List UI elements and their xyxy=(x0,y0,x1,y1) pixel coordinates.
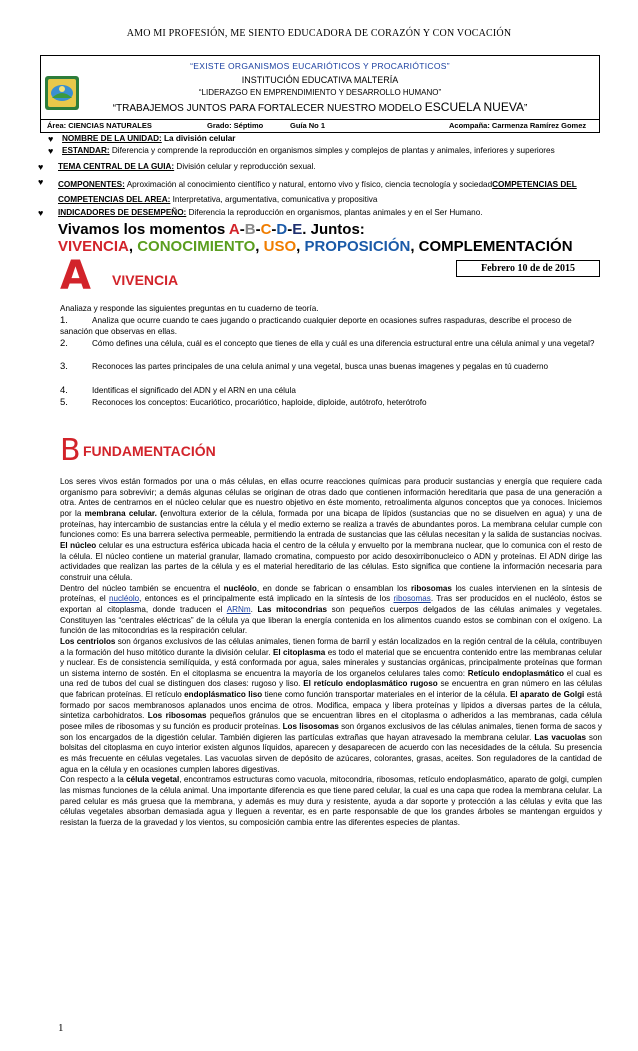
bullet-componentes: ♥ COMPONENTES: Aproximación al conocimiento científico y natural, entorno vivo y físico, ciencia tecnología y sociedadCOMPETENCIAS DEL COMPETENCIAS DEL AREA: Interpretativa, argumentativa, comunicativa y propositiva xyxy=(38,177,577,204)
heart-bullet-icon: ♥ xyxy=(38,177,44,187)
bullet-unidad: ♥ NOMBRE DE LA UNIDAD: La división celular xyxy=(48,134,236,144)
section-b-letter: B xyxy=(60,433,81,468)
school-name: INSTITUCIÓN EDUCATIVA MALTERÍA xyxy=(241,75,399,85)
page-number: 1 xyxy=(58,1022,64,1034)
bullet-indicadores: ♥ INDICADORES DE DESEMPEÑO: Diferencia la reproducción en organismos, plantas animales y en el Ser Humano. xyxy=(38,208,483,218)
question-5: 5. Reconoces los conceptos: Eucariótico, procariótico, haploide, diploide, autótrofo, heterótrofo xyxy=(60,397,427,408)
grado-label: Grado: Séptimo xyxy=(207,121,264,130)
school-header xyxy=(40,55,600,133)
bullet-estandar: ♥ ESTANDAR: Diferencia y comprende la reproducción en organismos simples y complejos de plantas y animales, inferiores y superiores xyxy=(48,146,555,156)
page-motto: AMO MI PROFESIÓN, ME SIENTO EDUCADORA DE CORAZÓN Y CON VOCACIÓN xyxy=(126,28,512,39)
school-slogan: “LIDERAZGO EN EMPRENDIMIENTO Y DESARROLLO HUMANO” xyxy=(198,88,442,97)
paragraph-1: Los seres vivos están formados por una o más células, en ellas ocurre reacciones químicas para producir sustancias y energía que requiere cada organismo para sobrevivir; a demás algunas células se originan de otras dado que contienen información hereditaria que pasa de una generación a otra. Antes de centrarnos en el núcleo celular que es nuestro objetivo en éste momento, retroalimenta algunos conceptos que ya conoces. Iniciemos por la membrana celular. (envoltura exterior de la célula, formada por una bicapa de lípidos (sustancias que no se disuelven en agua) y una de proteínas, hay intercambio de sustancias entre la célula y el medio externo se realiza a través de abundantes poros. La membrana celular cumple con funciones como: Es una barrera selectiva permeable, permitiendo la entrada de sustancias que las células necesitan y la salida de sustancias nocivas. El núcleo celular es una estructura esférica ubicada hacia el centro de la célula y envuelto por la membrana nuclear, que lo comunica con el resto de la célula. El núcleo contiene un material granular, llamado cromatina, compuesto por acido desoxirribonucleico o ADN y proteínas. El ADN dirige las actividades que realizan las partes de la célula y es el material hereditario de las células. Esto significa que contiene la información necesaria para construir una célula. xyxy=(60,477,602,582)
section-a-letter: A xyxy=(60,253,91,299)
link-arnm[interactable]: ARNm xyxy=(226,604,251,614)
section-b-title: FUNDAMENTACIÓN xyxy=(83,443,216,459)
question-3: 3. Reconoces las partes principales de una celula animal y una vegetal, busca unas buenas imagenes y pegalas en tú cuaderno xyxy=(60,361,549,372)
link-nucleolo[interactable]: nucléolo xyxy=(109,594,140,604)
paragraph-4: Con respecto a la célula vegetal, encontramos estructuras como vacuola, mitocondria, ribosomas, retículo endoplasmático, aparato de golgi, cumplen las mismas funciones de la célula animal. Una importante diferencia es que tiene pared celular, la cual es una capa que rodea la membrana celular. La pared celular es más gruesa que la membrana, y además es muy dura y resistente, ayuda a dar soporte y protección a las células y evita que las células vegetales absorban demasiada agua y lleguen a reventar, es en parte responsable de que los grandes árboles se mantengan erguidos y resistan la fuerza de la gravedad y los vientos, su composición cambia entre las diferentes especies de plantas. xyxy=(60,775,603,827)
date-box: Febrero 10 de de 2015 xyxy=(456,260,600,277)
question-4: 4. Identificas el significado del ADN y el ARN en una célula xyxy=(60,385,296,396)
header-title-row xyxy=(41,56,599,120)
momentos-line: Vivamos los momentos A-B-C-D-E. Juntos: xyxy=(58,221,365,238)
model-slogan: “TRABAJEMOS JUNTOS PARA FORTALECER NUESTRO MODELO ESCUELA NUEVA” xyxy=(112,100,528,114)
section-a-intro: Analiaza y responde las siguientes preguntas en tu cuaderno de teoría. xyxy=(60,304,319,313)
heart-bullet-icon: ♥ xyxy=(48,146,54,156)
heart-bullet-icon: ♥ xyxy=(48,134,54,144)
heart-bullet-icon: ♥ xyxy=(38,208,44,218)
paragraph-2: Dentro del núcleo también se encuentra el nucléolo, en donde se fabrican o ensamblan los ribosomas los cuales intervienen en la síntesis de proteínas, el nucléolo, entonces es el principalmente está implicado en la síntesis de los ribosomas. Tras ser producidos en el nucléolo, éstos se exportan al citoplasma, donde traducen el ARNm. Las mitocondrias son pequeños cuerpos delgados de las células animales y vegetales. Constituyen las “centrales eléctricas” de la célula ya que liberan la energía contenida en los alimentos cuando estos se combinan con el oxígeno. La función de las mitocondrias es la respiración celular. xyxy=(60,583,603,636)
question-2: 2. Cómo defines una célula, cuál es el concepto que tienes de ella y cuál es una diferencia estructural entre una célula animal y una vegetal? xyxy=(60,338,595,349)
bullet-tema: ♥ TEMA CENTRAL DE LA GUIA: División celular y reproducción sexual. xyxy=(38,162,316,172)
acompana-label: Acompaña: Carmenza Ramírez Gomez xyxy=(449,121,587,130)
guia-label: Guía No 1 xyxy=(290,121,326,130)
section-a-title: VIVENCIA xyxy=(112,272,179,288)
paragraph-3: Los centriolos son órganos exclusivos de las células animales, tienen forma de barril y están localizados en la región central de la célula, contribuyen a la formación del huso mitótico durante la división celular. El citoplasma es todo el material que se encuentra contenido entre las membranas celular y nuclear. Es de consistencia semilíquida, y está conformada por agua, sales minerales y sustancias orgánicas, principalmente proteínas que forman un sistema interno de sostén. En el citoplasma se encuentra la mayoría de los organelos celulares tales como: Retículo endoplasmático el cual es una red de tubos del cual se distinguen dos clases: rugoso y liso. El retículo endoplasmático rugoso se encuentra en gran número en las células que fabrican proteínas. El retículo endoplásmatico liso tiene como función transportar materiales en el interior de la célula. El aparato de Golgi está formado por sacos membranosos aplanados unos encima de otros. Modifica, empaca y libera proteínas y lípidos a diversas partes de la célula, sintetiza carbohidratos. Los ribosomas pequeños gránulos que se encuentran libres en el citoplasma o adheridos a las membranas, cada célula posee miles de ribosomas y su función es producir proteínas. Los lisosomas son órganos exclusivos de las células animales, tienen forma de sacos y son los encargados de la digestión celular. También digieren las partículas extrañas que hayan atravesado la membrana celular. Las vacuolas son bolsitas del citoplasma en cuyo interior existen algunos líquidos, aparecen y desaparecen de acuerdo con las necesidades de la célula. Su presencia es más frecuente en células vegetales. Las vacuolas sirven de depósito de azúcares, colorantes, grasas, aceites. Son reguladores de la cantidad de agua en la célula y en ocasiones cumplen labores digestivas. xyxy=(60,636,603,774)
heart-bullet-icon: ♥ xyxy=(38,162,44,172)
momentos-words: VIVENCIA, CONOCIMIENTO, USO, PROPOSICIÓN, COMPLEMENTACIÓN xyxy=(58,238,573,255)
area-label: Área: CIENCIAS NATURALES xyxy=(47,121,152,130)
link-ribosomas[interactable]: ribosomas xyxy=(393,594,431,604)
question-1: 1. Analiza que ocurre cuando te caes jugando o practicando cualquier deporte en ocasiones sufres raspaduras, describe el proceso de sanación que observas en ellas. xyxy=(60,315,572,336)
header-info-row xyxy=(47,121,595,133)
section-b-body xyxy=(60,477,602,829)
header-line-1: “EXISTE ORGANISMOS EUCARIÓTICOS Y PROCARIÓTICOS” xyxy=(190,61,450,71)
